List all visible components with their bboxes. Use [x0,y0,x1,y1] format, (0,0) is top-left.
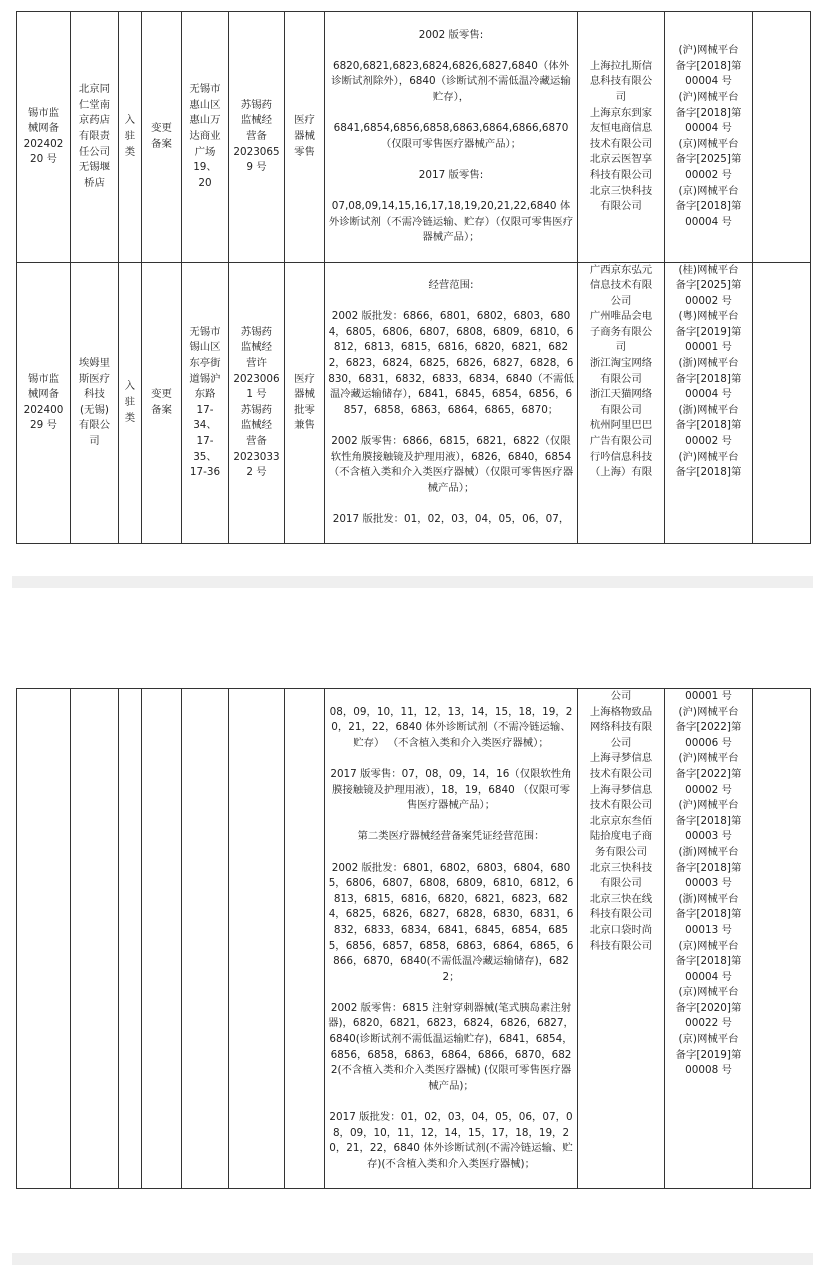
scope-line: 6841,6854,6856,6858,6863,6864,6866,6870（仅限可零售医疗器械产品）； [333,122,569,150]
category: 入 驻 类 [119,262,142,544]
platform-record-ids: (桂)网械平台 备字[2025]第 00002 号 (粤)网械平台 备字[2019]第 00001 号 (浙)网械平台 备字[2018]第 00004 号 (浙)网械平台 备字[2018]第 00002 号 (沪)网械平台 备字[2018]第 [665,262,753,544]
document-page-2 [0,588,825,1253]
action-type: 变更 备案 [142,12,182,263]
company-name: 埃姆里 斯医疗 科技 (无锡) 有限公 司 [71,262,119,544]
business-type: 医疗 器械 零售 [285,12,325,263]
record-table-top [16,11,811,544]
company-name: 北京同 仁堂南 京药店 有限责 任公司 无锡堰 桥店 [71,12,119,263]
scope-line: 2017 版批发：01，02，03，04，05，06，07， [332,513,570,525]
remark [753,689,811,1189]
table-row [17,262,811,544]
scope-line: 2002 版批发：6801，6802，6803，6804，6805，6806，6807，6808，6809，6810，6812，6813，6815，6816，6820，6821，6823，6824，6825，6826，6827，6828，6830，6831，6832，6833，6834，6841，6845，6854，6855，6856，6857，6858，6863，6864，6865，6866，6870，6840(不需低温冷藏运输储存)，6822； [328,861,574,983]
platform-list: 上海拉扎斯信 息科技有限公 司 上海京东到家 友恒电商信息 技术有限公司 北京云医智享 科技有限公司 北京三快科技 有限公司 [578,12,665,263]
address [182,689,229,1189]
platform-record-ids: 00001 号 (沪)网械平台 备字[2022]第 00006 号 (沪)网械平台 备字[2022]第 00002 号 (沪)网械平台 备字[2018]第 00003 号 (浙)网械平台 备字[2018]第 00003 号 (浙)网械平台 备字[2018]第 00013 号 (京)网械平台 备字[2018]第 00004 号 (京)网械平台 备字[2020]第 00022 号 (京)网械平台 备字[2019]第 00008 号 [665,689,753,1189]
scope-line: 07,08,09,14,15,16,17,18,19,20,21,22,6840 体外诊断试剂（不需冷链运输、贮存）（仅限可零售医疗器械产品）； [328,200,574,244]
license-number: 苏锡药 监械经 营备 2023065 9 号 [229,12,285,263]
license-number: 苏锡药 监械经 营许 2023006 1 号 苏锡药 监械经 营备 2023033 2 号 [229,262,285,544]
license-number [229,689,285,1189]
business-scope [325,12,578,263]
scope-line: 2002 版零售: [418,28,484,41]
record-number: 锡市监 械网备 202400 29 号 [17,262,71,544]
scope-line: 2002 版零售：6866，6815，6821，6822（仅限软性角膜接触镜及护理用液），6826，6840，6854 （不含植入类和介入类医疗器械）（仅限可零售医疗器械产品）； [328,435,574,494]
table-row [17,689,811,1189]
remark [753,12,811,263]
table-row [17,12,811,263]
category: 入 驻 类 [119,12,142,263]
scope-line: 2002 版零售：6815 注射穿刺器械(笔式胰岛素注射器)，6820，6821，6823，6824，6826，6827，6840(诊断试剂不需低温运输贮存)，6841，6854，6856，6858，6863，6864，6866，6870，6822(不含植入类和介入类医疗器械) (仅限可零售医疗器械产品)； [328,1001,574,1092]
scope-line: 2017 版零售: [418,168,484,181]
address: 无锡市 锡山区 东亭街 道锡沪 东路 17- 34、 17- 35、 17-36 [182,262,229,544]
platform-list: 广西京东弘元 信息技术有限 公司 广州唯品会电 子商务有限公 司 浙江淘宝网络 有限公司 浙江天猫网络 有限公司 杭州阿里巴巴 广告有限公司 行吟信息科技 （上海）有限 [578,262,665,544]
action-type: 变更 备案 [142,262,182,544]
scope-line: 2017 版零售：07，08，09，14，16（仅限软性角膜接触镜及护理用液），18，19，6840 （仅限可零售医疗器械产品）； [330,767,572,812]
page-separator [12,576,813,588]
platform-record-ids: (沪)网械平台 备字[2018]第 00004 号 (沪)网械平台 备字[2018]第 00004 号 (京)网械平台 备字[2025]第 00002 号 (京)网械平台 备字[2018]第 00004 号 [665,12,753,263]
scope-line: 6820,6821,6823,6824,6826,6827,6840（体外诊断试剂除外），6840（诊断试剂不需低温冷藏运输贮存）， [331,59,571,103]
scope-line: 2017 版批发：01，02，03，04，05，06，07，08，09，10，11，12，14，15，17，18，19，20，21，22，6840 体外诊断试剂(不需冷链运输、贮存)(不含植入类和介入类医疗器械)； [329,1111,573,1170]
document-page-1 [0,0,825,576]
scope-line: 2002 版批发：6866，6801，6802，6803，6804，6805，6806，6807，6808，6809，6810，6812，6813，6815，6816，6820，6821，6822，6823，6824，6825，6826，6827，6828，6830，6831，6832，6833，6834，6840（不需低温冷藏运输储存），6841，6845，6854，6856，6857，6858，6863，6864，6865，6870； [328,310,574,416]
platform-list: 公司 上海格物致品 网络科技有限 公司 上海寻梦信息 技术有限公司 上海寻梦信息 技术有限公司 北京京东叁佰 陆拾度电子商 务有限公司 北京三快科技 有限公司 北京三快在线 科技有限公司 北京口袋时尚 科技有限公司 [578,689,665,1189]
record-number [17,689,71,1189]
business-scope [325,262,578,544]
page-separator [12,1253,813,1265]
company-name [71,689,119,1189]
record-number: 锡市监 械网备 202402 20 号 [17,12,71,263]
business-scope [325,689,578,1189]
remark [753,262,811,544]
business-type: 医疗 器械 批零 兼售 [285,262,325,544]
scope-line: 08，09，10，11，12，13，14，15，18，19，20，21，22，6840 体外诊断试剂（不需冷链运输、贮存） （不含植入类和介入类医疗器械）； [329,705,573,749]
address: 无锡市 惠山区 惠山万 达商业 广场 19、 20 [182,12,229,263]
action-type [142,689,182,1189]
scope-line: 第二类医疗器械经营备案凭证经营范围： [357,830,545,843]
scope-line: 经营范围: [428,279,474,292]
category [119,689,142,1189]
business-type [285,689,325,1189]
record-table-continued [16,688,811,1189]
